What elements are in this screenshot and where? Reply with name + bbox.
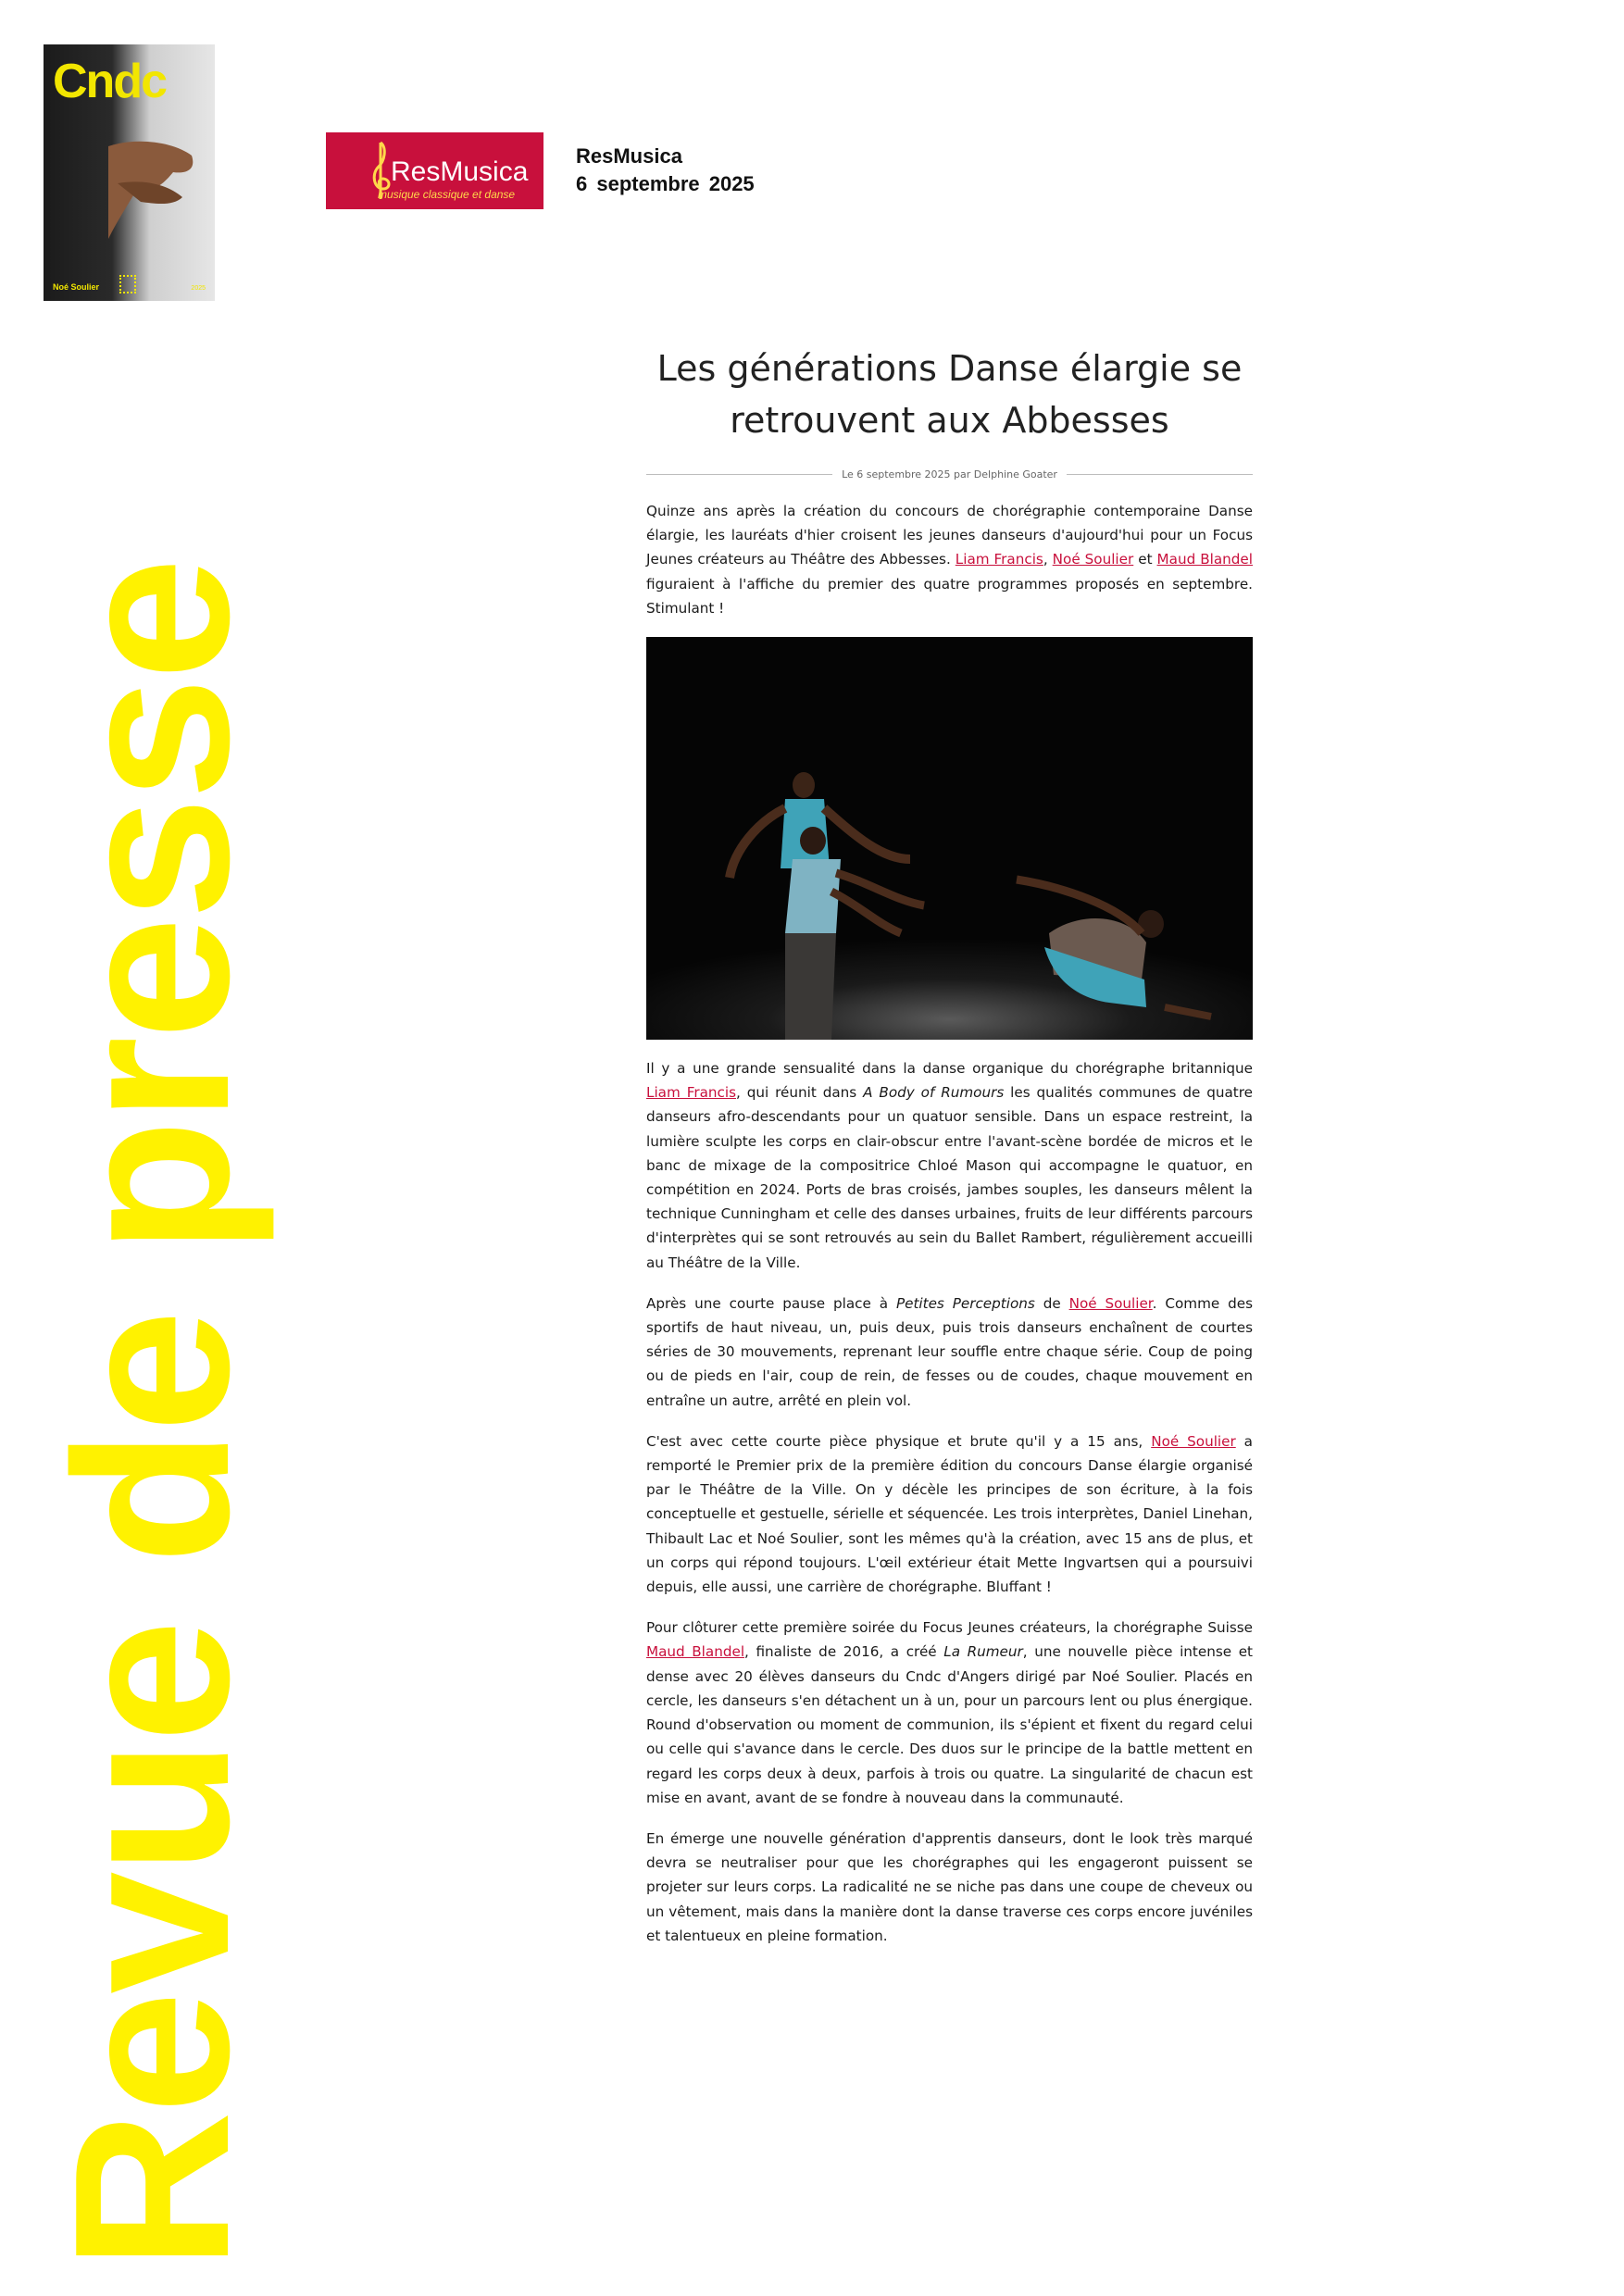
source-name: ResMusica (576, 144, 682, 168)
text: Quinze ans après la création du concours de chorégraphie contemporaine Danse élargie, les lauréats d'hier croisent les jeunes danseurs d'aujourd'hui pour un Focus Jeunes créateurs au Théâtre des Abbesses. (646, 503, 1253, 568)
article (646, 343, 1253, 1965)
text: , qui réunit dans (735, 1084, 864, 1102)
paragraph-4 (646, 1616, 1253, 1810)
cover-logo: Cndc (53, 55, 166, 108)
byline-rule-right (1067, 474, 1253, 475)
paragraph-3 (646, 1429, 1253, 1599)
cover-mark-icon (119, 275, 136, 293)
work-title: Petites Perceptions (895, 1294, 1035, 1312)
hands-illustration (99, 119, 201, 257)
link-noe-soulier[interactable]: Noé Soulier (1052, 551, 1134, 568)
text: Après une courte pause place à (646, 1294, 896, 1312)
dance-photo (646, 637, 1253, 1040)
text: Il y a une grande sensualité dans la danse organique du chorégraphe britannique (646, 1060, 1253, 1078)
cover-note: 2025 (191, 285, 206, 292)
text: , (1043, 551, 1053, 568)
link-liam-francis[interactable]: Liam Francis (955, 551, 1043, 568)
cover-thumbnail (44, 44, 215, 301)
paragraph-2 (646, 1292, 1253, 1413)
byline (646, 468, 1253, 480)
cover-author: Noé Soulier (53, 282, 100, 292)
paragraph-5: En émerge une nouvelle génération d'apprentis danseurs, dont le look très marqué devra se neutraliser pour que les chorégraphes qui les engageront puissent se projeter sur leurs corps. La radicalité ne se niche pas dans une coupe de cheveux ou un vêtement, mais dans la manière dont la danse traverse ces corps encore juvéniles et talentueux en pleine formation. (646, 1829, 1253, 1944)
text: et (1133, 551, 1157, 568)
link-noe-soulier[interactable]: Noé Soulier (1068, 1294, 1153, 1312)
logo-tagline: musique classique et danse (378, 188, 516, 201)
work-title: La Rumeur (943, 1643, 1023, 1661)
logo-brand: ResMusica (391, 156, 529, 187)
paragraph-1 (646, 1056, 1253, 1275)
source-date: 6 septembre 2025 (576, 172, 755, 195)
text: a remporté le Premier prix de la première édition du concours Danse élargie organisé par le Théâtre de la Ville. On y décèle les principes de son écriture, à la fois conceptuelle et gestuelle, sérielle et séquencée. Les trois interprètes, Daniel Linehan, Thibault Lac et Noé Soulier, sont les mêmes qu'à la création, avec 15 ans de plus, et un corps qui répond toujours. L'œil extérieur était Mette Ingvartsen qui a poursuivi depuis, elle aussi, une carrière de chorégraphe. Bluffant ! (646, 1432, 1253, 1596)
text: , une nouvelle pièce intense et dense avec 20 élèves danseurs du Cndc d'Angers dirigé par Noé Soulier. Placés en cercle, les danseurs s'en détachent un à un, pour un parcours lent ou plus énergique. Round d'observation ou moment de communion, ils s'épient et fixent du regard celui ou celle qui s'avance dans le cercle. Des duos sur le principe de la battle mettent en regard les corps deux à deux, parfois à trois ou quatre. La singularité de chacun est mise en avant, avant de se fondre à nouveau dans la communauté. (646, 1643, 1253, 1806)
link-liam-francis[interactable]: Liam Francis (646, 1084, 736, 1102)
text: C'est avec cette courte pièce physique et brute qu'il y a 15 ans, (646, 1432, 1152, 1450)
intro-paragraph (646, 499, 1253, 620)
link-maud-blandel[interactable]: Maud Blandel (1156, 551, 1253, 568)
text: figuraient à l'affiche du premier des quatre programmes proposés en septembre. Stimulant ! (646, 575, 1253, 617)
revue-de-presse-banner: Revue de presse (30, 560, 275, 2270)
work-title: A Body of Rumours (863, 1084, 1005, 1102)
byline-rule-left (646, 474, 832, 475)
text: . Comme des sportifs de haut niveau, un, puis deux, puis trois danseurs enchaînent de courtes séries de 30 mouvements, reprenant leur souffle entre chaque série. Coup de poing ou de pieds en l'air, coup de rein, de fesses ou de coudes, chaque mouvement en entraîne un autre, arrêté en plein vol. (646, 1294, 1253, 1409)
text: de (1034, 1294, 1069, 1312)
byline-text: Le 6 septembre 2025 par Delphine Goater (842, 468, 1057, 480)
link-maud-blandel[interactable]: Maud Blandel (646, 1643, 745, 1661)
article-title: Les générations Danse élargie se retrouvent aux Abbesses (656, 348, 1243, 441)
text: les qualités communes de quatre danseurs afro-descendants pour un quatuor sensible. Dans un espace restreint, la lumière sculpte les corps en clair-obscur entre l'avant-scène bordée de micros et le banc de mixage de la compositrice Chloé Mason qui accompagne le quatuor, en compétition en 2024. Ports de bras croisés, jambes souples, les danseurs mêlent la technique Cunningham et celle des danses urbaines, fruits de leur différents parcours d'interprètes qui se sont retrouvés au sein du Ballet Rambert, régulièrement accueilli au Théâtre de la Ville. (646, 1084, 1253, 1271)
text: , finaliste de 2016, a créé (744, 1643, 944, 1661)
link-noe-soulier[interactable]: Noé Soulier (1151, 1432, 1236, 1450)
text: Pour clôturer cette première soirée du Focus Jeunes créateurs, la chorégraphe Suisse (646, 1619, 1253, 1637)
resmusica-logo (326, 132, 543, 209)
